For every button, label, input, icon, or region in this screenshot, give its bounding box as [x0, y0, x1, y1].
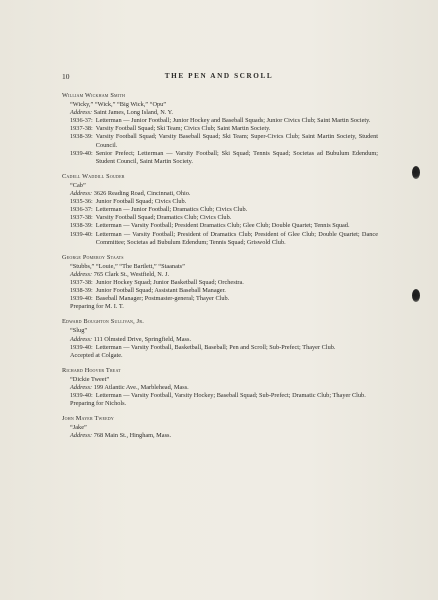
student-nicknames: “Slug”	[70, 327, 88, 335]
activity-row	[62, 222, 378, 230]
student-entry	[62, 415, 378, 440]
address-value: 768 Main St., Hingham, Mass.	[93, 432, 172, 440]
student-nicknames: “Cab”	[70, 181, 86, 189]
activity-text: Letterman — Junior Football; Junior Hockey and Baseball Squads; Junior Civics Club; Saint Martin Society.	[95, 117, 371, 125]
activity-text: Junior Football Squad; Assistant Baseball Manager.	[95, 287, 226, 295]
activity-row	[62, 279, 378, 287]
activity-year: 1939-40:	[70, 295, 93, 303]
activity-row	[62, 125, 378, 133]
address-value: 765 Clark St., Westfield, N. J.	[93, 270, 170, 278]
student-name: John Mayer Tweedy	[62, 415, 114, 423]
address-label: Address:	[70, 190, 93, 198]
activity-row	[62, 392, 378, 400]
college-plan: Preparing for M. I. T.	[70, 303, 124, 311]
running-head: THE PEN AND SCROLL	[164, 72, 274, 80]
activity-row	[62, 133, 378, 149]
student-nicknames: “Dickie Tweet”	[70, 375, 110, 383]
binder-hole	[412, 166, 420, 179]
page-number: 10	[62, 72, 70, 81]
college-plan: Preparing for Nichols.	[70, 400, 127, 408]
activity-year: 1937-38:	[70, 125, 93, 133]
binder-hole	[412, 289, 420, 302]
activity-row	[62, 206, 378, 214]
student-entry	[62, 318, 378, 359]
student-name: William Wickham Smith	[62, 92, 126, 99]
activity-row	[62, 231, 378, 247]
student-nicknames: “Wicky,” “Wick,” “Big Wick,” “Opu”	[70, 101, 167, 109]
activity-text: Varsity Football Squad; Varsity Baseball Squad; Ski Team; Super-Civics Club; Saint Martin Society, Student Council.	[95, 133, 378, 149]
activity-text: Letterman — Junior Football; Dramatics Club; Civics Club.	[95, 206, 248, 214]
entries-list	[62, 92, 378, 448]
activity-year: 1937-38:	[70, 278, 93, 286]
student-address-line	[62, 336, 378, 344]
student-entry	[62, 254, 378, 312]
address-value: 199 Atlantic Ave., Marblehead, Mass.	[93, 384, 189, 391]
address-value: 3626 Reading Road, Cincinnati, Ohio.	[93, 190, 191, 198]
activity-year: 1936-37:	[70, 206, 93, 214]
student-address-line	[62, 190, 378, 198]
address-label: Address:	[70, 335, 93, 343]
activity-text: Junior Hockey Squad; Junior Basketball Squad; Orchestra.	[95, 278, 244, 286]
activity-text: Senior Prefect; Letterman — Varsity Football; Ski Squad; Tennis Squad; Societas ad Bubulum Edendum; Student Council, Saint Martin Society.	[95, 149, 378, 165]
student-entry	[62, 173, 378, 247]
activity-text: Letterman — Varsity Football, Varsity Hockey; Baseball Squad; Sub-Prefect; Dramatic Club; Thayer Club.	[95, 392, 366, 400]
activity-text: Junior Football Squad; Civics Club.	[95, 198, 187, 206]
activity-year: 1938-39:	[70, 287, 93, 295]
activity-row	[62, 214, 378, 222]
activity-year: 1938-39:	[70, 222, 93, 230]
student-name: Edward Boughton Sullivan, Jr.	[62, 318, 144, 326]
student-address-line	[62, 271, 378, 279]
student-entry	[62, 367, 378, 408]
activity-row	[62, 287, 378, 295]
page-header	[62, 72, 376, 84]
activity-year: 1939-40:	[70, 392, 93, 400]
student-address-line	[62, 384, 378, 392]
student-nicknames: “Jake”	[70, 424, 87, 432]
activity-text: Letterman — Varsity Football; President Dramatics Club; Glee Club; Double Quartet; Tennis Squad.	[95, 222, 350, 230]
activity-text: Baseball Manager; Postmaster-general; Thayer Club.	[95, 295, 230, 303]
student-entry	[62, 92, 378, 166]
activity-text: Letterman — Varsity Football; President of Dramatics Club; President of Glee Club; Double Quartet; Dance Committee; Societas ad Bubulum Edendum; Tennis Squad; Griswold Club.	[95, 230, 378, 246]
activity-text: Letterman — Varsity Football, Basketball, Baseball; Pen and Scroll; Sub-Prefect; Thayer Club.	[95, 343, 336, 351]
activity-row	[62, 295, 378, 303]
activity-row	[62, 117, 378, 125]
student-name: Richard Hoover Treat	[62, 366, 121, 374]
activity-year: 1938-39:	[70, 133, 93, 141]
student-nicknames: “Stubbs,” “Louie,” “The Bartlett,” “Staanats”	[70, 262, 185, 270]
address-label: Address:	[70, 109, 93, 117]
activity-year: 1936-37:	[70, 117, 93, 125]
activity-year: 1935-36:	[70, 198, 93, 206]
student-address-line	[62, 109, 378, 117]
student-name: George Pomeroy Staats	[62, 253, 124, 261]
address-value: Saint James, Long Island, N. Y.	[93, 109, 173, 117]
activity-row	[62, 150, 378, 166]
college-plan: Accepted at Colgate.	[70, 351, 123, 359]
activity-text: Varsity Football Squad; Ski Team; Civics Club; Saint Martin Society.	[95, 125, 271, 133]
address-label: Address:	[70, 384, 93, 391]
student-name: Cadell Waddill Souder	[62, 172, 125, 180]
address-label: Address:	[70, 432, 93, 440]
activity-text: Varsity Football Squad; Dramatics Club; Civics Club.	[95, 214, 232, 222]
address-value: 111 Olmsted Drive, Springfield, Mass.	[93, 335, 192, 343]
activity-row	[62, 344, 378, 352]
activity-year: 1939-40:	[70, 230, 93, 238]
student-address-line	[62, 432, 378, 440]
activity-year: 1937-38:	[70, 214, 93, 222]
address-label: Address:	[70, 270, 93, 278]
activity-year: 1939-40:	[70, 343, 93, 351]
activity-year: 1939-40:	[70, 149, 93, 157]
activity-row	[62, 198, 378, 206]
